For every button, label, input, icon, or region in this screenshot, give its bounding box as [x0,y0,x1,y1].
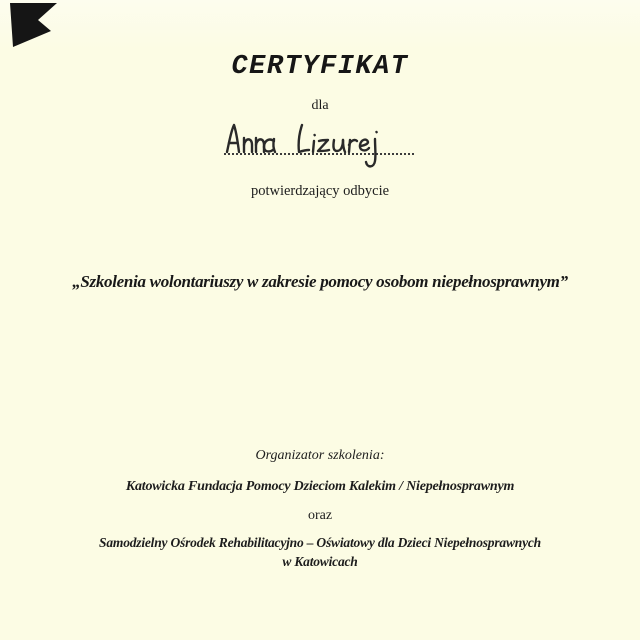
for-label: dla [311,98,329,113]
organizer-secondary-line2: w Katowicach [282,554,358,569]
organizer-label: Organizator szkolenia: [255,448,385,463]
certificate-title: CERTYFIKAT [231,52,409,82]
organizer-secondary-line1: Samodzielny Ośrodek Rehabilitacyjno – Oświatowy dla Dzieci Niepełnosprawnych [99,535,541,550]
organizer-secondary [0,533,640,571]
organizer-primary: Katowicka Fundacja Pomocy Dzieciom Kalekim / Niepełnosprawnym [125,479,515,494]
confirmation-text: potwierdzający odbycie [250,183,390,199]
conjunction-text: oraz [307,508,333,523]
handwritten-signature [222,119,418,175]
course-title: „Szkolenia wolontariuszy w zakresie pomocy osobom niepełnosprawnym” [72,272,568,291]
recipient-name-area [222,119,418,175]
corner-fold-artifact [0,0,70,56]
